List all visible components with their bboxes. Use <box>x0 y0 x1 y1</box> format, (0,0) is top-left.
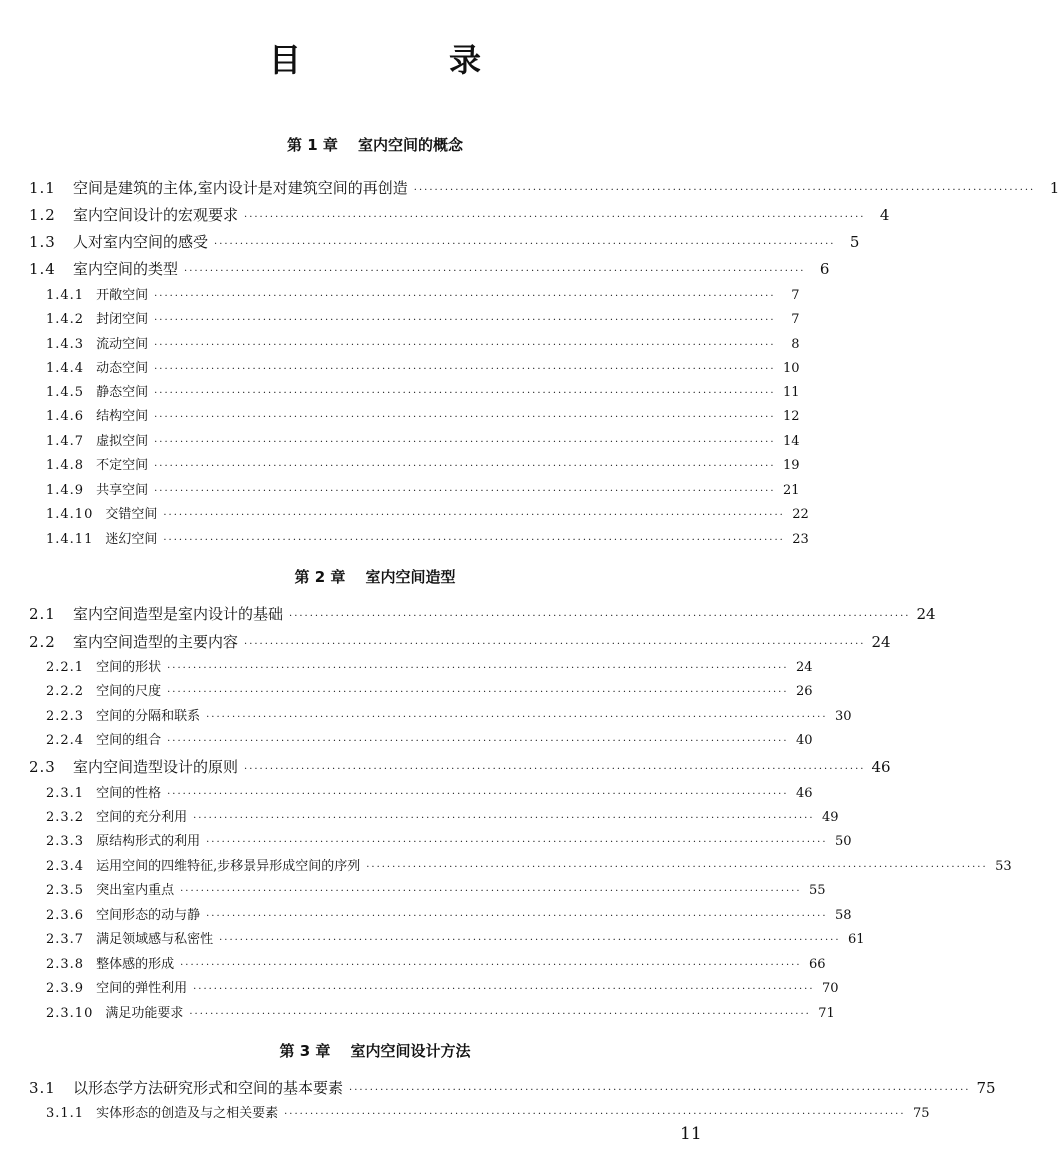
toc-entry[interactable] <box>46 806 839 830</box>
toc-entry[interactable] <box>46 656 813 680</box>
toc-entry[interactable] <box>29 755 891 779</box>
entry-page: 7 <box>791 312 800 327</box>
entry-title: 共享空间 <box>96 483 149 498</box>
entry-title: 流动空间 <box>96 337 149 352</box>
toc-entry[interactable] <box>29 1076 996 1100</box>
entry-title: 结构空间 <box>96 409 149 424</box>
toc-entry[interactable] <box>46 333 800 357</box>
toc-entry[interactable] <box>46 528 809 552</box>
entry-number: 1.4.8 <box>46 458 85 473</box>
entry-number: 1.4.1 <box>46 288 85 303</box>
leader-dots: ························································································································ <box>244 639 866 650</box>
entry-title: 空间的充分利用 <box>96 810 188 825</box>
entry-title: 满足功能要求 <box>105 1006 184 1021</box>
leader-dots: ························································································································ <box>349 1085 971 1096</box>
chapter-number: 第 2 章 <box>294 568 346 586</box>
leader-dots: ························································································································ <box>167 687 789 698</box>
toc-entry[interactable] <box>46 405 800 429</box>
chapter-heading <box>0 566 750 588</box>
entry-number: 3.1.1 <box>46 1106 85 1121</box>
toc-entry[interactable] <box>46 1102 930 1126</box>
entry-number: 2.2.1 <box>46 660 85 675</box>
leader-dots: ························································································································ <box>154 486 776 497</box>
entry-page: 10 <box>783 361 800 376</box>
entry-page: 5 <box>849 233 860 251</box>
leader-dots: ························································································································ <box>206 712 828 723</box>
toc-entry[interactable] <box>46 454 800 478</box>
entry-page: 11 <box>783 385 800 400</box>
entry-number: 1.4.5 <box>46 385 85 400</box>
leader-dots: ························································································································ <box>167 789 789 800</box>
entry-page: 24 <box>871 633 891 651</box>
entry-number: 1.4.10 <box>46 507 94 522</box>
entry-number: 2.2.2 <box>46 684 85 699</box>
entry-number: 1.4.4 <box>46 361 85 376</box>
leader-dots: ························································································································ <box>193 813 815 824</box>
entry-title: 以形态学方法研究形式和空间的基本要素 <box>73 1079 344 1097</box>
chapter-title: 室内空间的概念 <box>357 136 463 154</box>
entry-number: 1.2 <box>29 206 56 224</box>
entry-number: 1.4.7 <box>46 434 85 449</box>
leader-dots: ························································································································ <box>289 611 911 622</box>
entry-number: 2.1 <box>29 605 56 623</box>
entry-page: 46 <box>796 786 813 801</box>
toc-entry[interactable] <box>46 381 800 405</box>
entry-title: 空间是建筑的主体,室内设计是对建筑空间的再创造 <box>73 179 408 197</box>
entry-page: 7 <box>791 288 800 303</box>
entry-title: 室内空间造型是室内设计的基础 <box>73 605 284 623</box>
entry-page: 71 <box>818 1006 835 1021</box>
leader-dots: ························································································································ <box>219 935 841 946</box>
entry-page: 66 <box>809 957 826 972</box>
toc-entry[interactable] <box>46 830 852 854</box>
entry-title: 空间形态的动与静 <box>96 908 201 923</box>
leader-dots: ························································································································ <box>163 535 785 546</box>
toc-entry[interactable] <box>46 782 813 806</box>
leader-dots: ························································································································ <box>184 266 806 277</box>
leader-dots: ························································································································ <box>180 886 802 897</box>
entry-number: 2.3.7 <box>46 932 85 947</box>
entry-number: 1.4.11 <box>46 532 94 547</box>
entry-page: 50 <box>835 834 852 849</box>
entry-number: 1.4.9 <box>46 483 85 498</box>
leader-dots: ························································································································ <box>244 212 866 223</box>
entry-page: 1 <box>1049 179 1059 197</box>
toc-entry[interactable] <box>46 729 813 753</box>
entry-number: 2.2.3 <box>46 709 85 724</box>
entry-number: 2.2.4 <box>46 733 85 748</box>
entry-page: 26 <box>796 684 813 699</box>
leader-dots: ························································································································ <box>193 984 815 995</box>
entry-title: 开敞空间 <box>96 288 149 303</box>
entry-page: 75 <box>976 1079 996 1097</box>
leader-dots: ························································································································ <box>154 315 776 326</box>
entry-number: 2.3.1 <box>46 786 85 801</box>
entry-page: 24 <box>916 605 936 623</box>
toc-entry[interactable] <box>46 977 839 1001</box>
leader-dots: ························································································································ <box>154 388 776 399</box>
entry-number: 2.2 <box>29 633 56 651</box>
leader-dots: ························································································································ <box>244 764 866 775</box>
entry-number: 1.3 <box>29 233 56 251</box>
entry-page: 49 <box>822 810 839 825</box>
entry-title: 迷幻空间 <box>105 532 158 547</box>
entry-number: 2.3.5 <box>46 883 85 898</box>
toc-entry[interactable] <box>29 630 891 654</box>
entry-title: 室内空间设计的宏观要求 <box>73 206 239 224</box>
entry-page: 22 <box>792 507 809 522</box>
entry-page: 6 <box>819 260 830 278</box>
entry-page: 23 <box>792 532 809 547</box>
leader-dots: ························································································································ <box>167 736 789 747</box>
entry-title: 室内空间造型设计的原则 <box>73 758 239 776</box>
entry-number: 2.3.9 <box>46 981 85 996</box>
entry-title: 动态空间 <box>96 361 149 376</box>
toc-entry[interactable] <box>46 928 865 952</box>
leader-dots: ························································································································ <box>206 911 828 922</box>
leader-dots: ························································································································ <box>154 461 776 472</box>
leader-dots: ························································································································ <box>413 185 1036 196</box>
entry-title: 空间的组合 <box>96 733 162 748</box>
toc-entry[interactable] <box>46 430 800 454</box>
entry-title: 室内空间的类型 <box>73 260 179 278</box>
entry-page: 24 <box>796 660 813 675</box>
entry-page: 21 <box>783 483 800 498</box>
entry-page: 53 <box>995 859 1012 874</box>
toc-entry[interactable] <box>46 953 826 977</box>
entry-page: 12 <box>783 409 800 424</box>
leader-dots: ························································································································ <box>167 663 789 674</box>
toc-entry[interactable] <box>46 308 800 332</box>
entry-page: 40 <box>796 733 813 748</box>
leader-dots: ························································································································ <box>284 1109 906 1120</box>
entry-title: 整体感的形成 <box>96 957 175 972</box>
leader-dots: ························································································································ <box>180 960 802 971</box>
leader-dots: ························································································································ <box>189 1009 811 1020</box>
entry-number: 1.1 <box>29 179 56 197</box>
leader-dots: ························································································································ <box>154 340 776 351</box>
entry-title: 封闭空间 <box>96 312 149 327</box>
page-title: 目 录 <box>268 41 539 79</box>
toc-entry[interactable] <box>46 680 813 704</box>
entry-number: 1.4.2 <box>46 312 85 327</box>
toc-entry[interactable] <box>46 879 826 903</box>
entry-title: 突出室内重点 <box>96 883 175 898</box>
toc-entry[interactable] <box>46 1002 835 1026</box>
leader-dots: ························································································································ <box>154 437 776 448</box>
entry-number: 2.3.8 <box>46 957 85 972</box>
toc-entry[interactable] <box>29 602 936 626</box>
leader-dots: ························································································································ <box>206 837 828 848</box>
toc-entry[interactable] <box>46 855 1012 879</box>
entry-title: 交错空间 <box>105 507 158 522</box>
entry-number: 1.4.6 <box>46 409 85 424</box>
entry-number: 2.3.6 <box>46 908 85 923</box>
chapter-heading <box>0 1040 750 1062</box>
toc-entry[interactable] <box>46 503 809 527</box>
toc-entry[interactable] <box>46 284 800 308</box>
toc-entry[interactable] <box>46 904 852 928</box>
entry-page: 61 <box>848 932 865 947</box>
entry-page: 55 <box>809 883 826 898</box>
entry-title: 空间的形状 <box>96 660 162 675</box>
chapter-title: 室内空间造型 <box>365 568 456 586</box>
chapter-title: 室内空间设计方法 <box>350 1042 471 1060</box>
entry-page: 70 <box>822 981 839 996</box>
entry-page: 8 <box>791 337 800 352</box>
entry-page: 58 <box>835 908 852 923</box>
toc-entry[interactable] <box>46 479 800 503</box>
leader-dots: ························································································································ <box>163 510 785 521</box>
entry-number: 1.4.3 <box>46 337 85 352</box>
toc-entry[interactable] <box>29 257 830 281</box>
leader-dots: ························································································································ <box>154 412 776 423</box>
leader-dots: ························································································································ <box>154 364 776 375</box>
entry-page: 19 <box>783 458 800 473</box>
entry-title: 满足领域感与私密性 <box>96 932 214 947</box>
entry-number: 2.3.10 <box>46 1006 94 1021</box>
entry-number: 2.3.4 <box>46 859 85 874</box>
chapter-number: 第 3 章 <box>279 1042 331 1060</box>
entry-title: 空间的分隔和联系 <box>96 709 201 724</box>
entry-page: 46 <box>871 758 891 776</box>
entry-number: 2.3 <box>29 758 56 776</box>
entry-title: 室内空间造型的主要内容 <box>73 633 239 651</box>
toc-entry[interactable] <box>46 357 800 381</box>
entry-title: 不定空间 <box>96 458 149 473</box>
entry-number: 1.4 <box>29 260 56 278</box>
entry-number: 2.3.3 <box>46 834 85 849</box>
entry-title: 运用空间的四维特征,步移景异形成空间的序列 <box>96 859 361 874</box>
toc-entry[interactable] <box>46 705 852 729</box>
leader-dots: ························································································································ <box>154 291 776 302</box>
leader-dots: ························································································································ <box>366 862 988 873</box>
entry-title: 虚拟空间 <box>96 434 149 449</box>
chapter-number: 第 1 章 <box>287 136 338 154</box>
entry-title: 原结构形式的利用 <box>96 834 201 849</box>
toc-entry[interactable] <box>29 230 860 254</box>
entry-title: 空间的弹性利用 <box>96 981 188 996</box>
entry-title: 静态空间 <box>96 385 149 400</box>
entry-title: 实体形态的创造及与之相关要素 <box>96 1106 279 1121</box>
entry-page: 4 <box>879 206 890 224</box>
leader-dots: ························································································································ <box>214 239 836 250</box>
entry-number: 3.1 <box>29 1079 56 1097</box>
chapter-heading <box>0 134 750 156</box>
entry-number: 2.3.2 <box>46 810 85 825</box>
entry-page: 30 <box>835 709 852 724</box>
entry-title: 空间的尺度 <box>96 684 162 699</box>
toc-entry[interactable] <box>29 176 1059 200</box>
entry-title: 空间的性格 <box>96 786 162 801</box>
entry-page: 75 <box>913 1106 930 1121</box>
entry-page: 14 <box>783 434 800 449</box>
toc-entry[interactable] <box>29 203 890 227</box>
entry-title: 人对室内空间的感受 <box>73 233 209 251</box>
page-number: 11 <box>680 1124 702 1144</box>
